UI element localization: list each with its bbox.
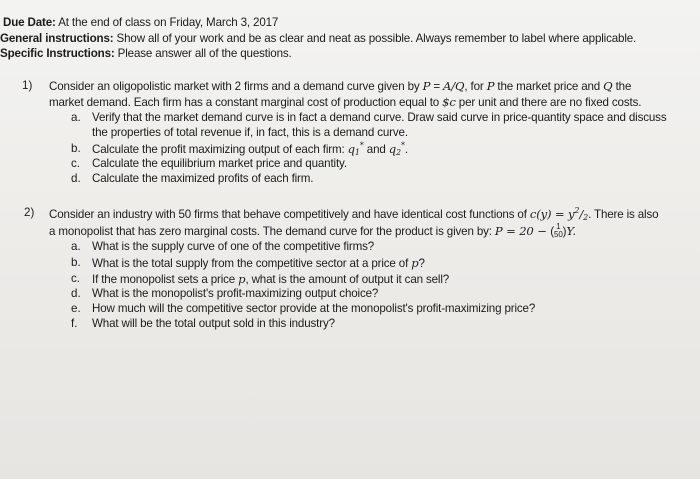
q2-text: Consider an industry with 50 firms that behave competitively and have identical cost functions of [49, 208, 530, 221]
q2-var-p: p [411, 256, 419, 270]
q1-var-p: P [422, 79, 431, 93]
q1-text: the market price and [494, 80, 604, 93]
q2-number: 2) [24, 206, 35, 219]
q1-text: the [612, 80, 632, 93]
q1-part-letter: b. [71, 142, 81, 155]
q2-part-letter: e. [71, 302, 81, 315]
general-instructions-label: General instructions: [0, 32, 114, 45]
q2-part-c: If the monopolist sets a price p, what is the amount of output it can sell? [92, 272, 450, 286]
q2-part-b-text: What is the total supply from the competitive sector at a price of [92, 257, 412, 270]
q2-part-letter: b. [71, 256, 81, 269]
q2-fraction: ( 1 50) [550, 222, 567, 239]
q1-part-letter: a. [71, 111, 81, 124]
q1-part-a-line-1: Verify that the market demand curve is in fact a demand curve. Draw said curve in price-quantity space and discuss [92, 111, 667, 124]
q1-cost-var: $c [442, 95, 456, 109]
q1-text: market demand. Each firm has a constant marginal cost of production equal to [49, 96, 443, 109]
q1-part-b-text: Calculate the profit maximizing output of each firm: [92, 143, 348, 156]
q1-q2-star: $q_2^*$ [388, 141, 405, 157]
q2-part-e: How much will the competitive sector provide at the monopolist's profit-maximizing price? [92, 302, 536, 315]
q2-line-2 [49, 223, 576, 239]
q2-var-p: p [238, 272, 246, 286]
q1-text: Consider an oligopolistic market with 2 firms and a demand curve given by [49, 80, 423, 93]
q2-text: . There is also [588, 208, 659, 221]
q2-part-b: What is the total supply from the competitive sector at a price of p? [92, 256, 425, 270]
q1-var-p: P [486, 79, 495, 93]
specific-instructions-line [0, 47, 292, 60]
due-date-text: At the end of class on Friday, March 3, 2017 [55, 16, 279, 29]
q2-part-letter: d. [71, 287, 81, 300]
due-date-line [3, 16, 278, 29]
q1-var-q: Q [603, 79, 613, 93]
specific-instructions-label: Specific Instructions: [0, 47, 115, 60]
q2-cost-expression: $y^2/_2$ [568, 206, 589, 222]
q1-part-a-line-2: the properties of total revenue if, in fact, this is a demand curve. [92, 126, 408, 139]
q1-text: per unit and there are no fixed costs. [455, 96, 642, 109]
due-date-label: Due Date: [3, 16, 56, 29]
q1-eq: = [430, 80, 444, 93]
q2-part-a: What is the supply curve of one of the competitive firms? [92, 240, 375, 253]
q2-part-letter: f. [71, 317, 78, 330]
q1-part-d: Calculate the maximized profits of each firm. [92, 172, 314, 185]
q2-part-letter: c. [71, 272, 81, 285]
q1-part-letter: d. [71, 172, 81, 185]
specific-instructions-text: Please answer all of the questions. [114, 47, 292, 60]
q1-line-2 [49, 95, 641, 109]
q2-line-1 [49, 207, 658, 221]
q1-q1-star: $q_1^*$ [347, 141, 364, 157]
general-instructions-line [0, 32, 636, 45]
general-instructions-text: Show all of your work and be as clear and neat as possible. Always remember to label where applicable. [113, 32, 637, 45]
q2-demand-formula: P = 20 − [494, 224, 551, 238]
q1-number: 1) [22, 79, 33, 92]
q1-part-c: Calculate the equilibrium market price and quantity. [92, 157, 347, 170]
q1-text: , for [464, 80, 487, 93]
q1-line-1 [49, 79, 631, 93]
q2-part-d: What is the monopolist's profit-maximizing output choice? [92, 287, 379, 300]
q2-part-letter: a. [71, 240, 81, 253]
q1-demand-formula: A/Q [443, 79, 465, 93]
q2-part-c-text: If the monopolist sets a price [92, 273, 239, 286]
q2-part-f: What will be the total output sold in this industry? [92, 317, 335, 330]
q1-part-b: Calculate the profit maximizing output of each firm: $q_1^*$ and $q_2^*$. [92, 141, 408, 157]
q1-part-letter: c. [71, 157, 81, 170]
q2-text: a monopolist that has zero marginal costs. The demand curve for the product is given by: [49, 225, 495, 238]
q2-cost-function: c(y) = [529, 207, 568, 221]
q2-var-y: Y. [566, 224, 576, 238]
